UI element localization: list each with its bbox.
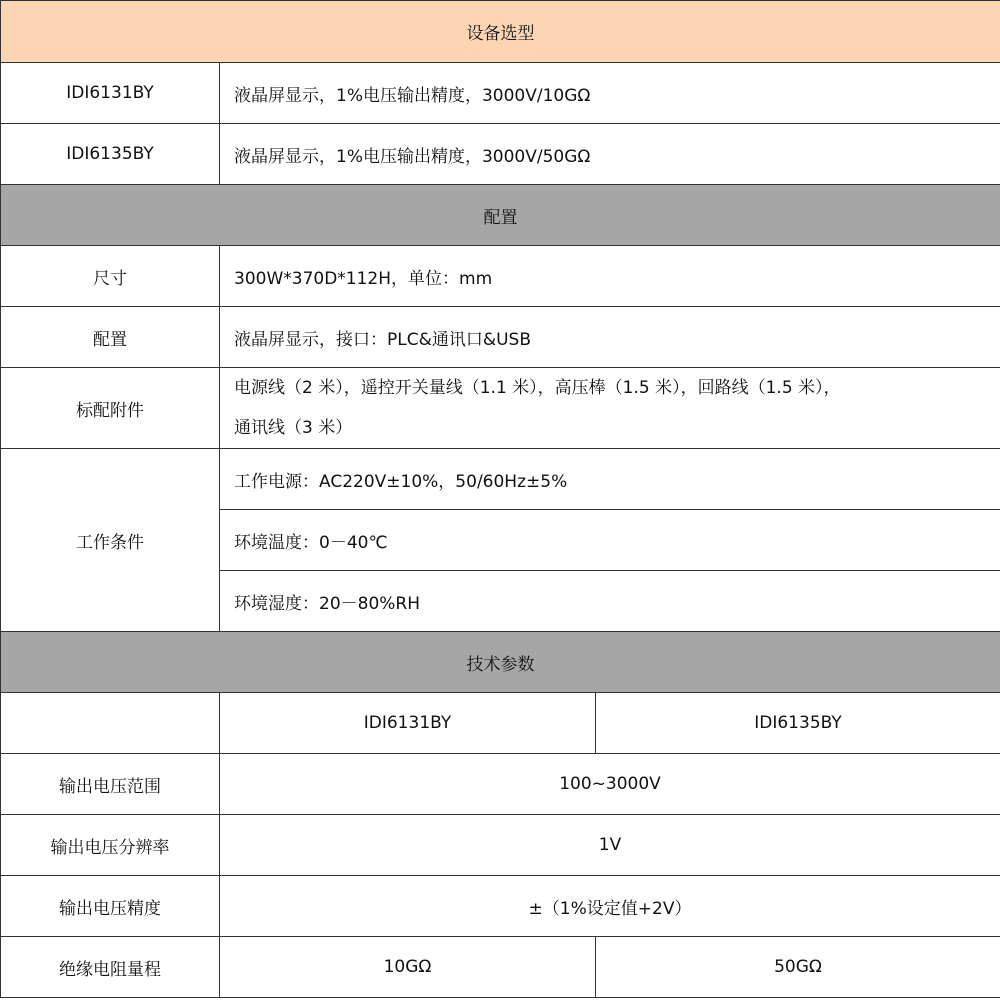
table-row	[1, 815, 1000, 876]
size-value: 300W*370D*112H，单位：mm	[220, 246, 1000, 307]
row-label-voltage-range: 输出电压范围	[1, 754, 220, 815]
table-row	[1, 368, 1000, 449]
section-title-selection: 设备选型	[1, 1, 1000, 63]
accessories-value	[220, 368, 1000, 449]
row-label-accessories: 标配附件	[1, 368, 220, 449]
section-header-config	[1, 185, 1000, 246]
model-description: 液晶屏显示，1%电压输出精度，3000V/10GΩ	[220, 63, 1000, 124]
section-title-tech: 技术参数	[1, 632, 1000, 693]
accessories-line-2: 通讯线（3 米）	[234, 418, 353, 438]
section-title-config: 配置	[1, 185, 1000, 246]
config-value: 液晶屏显示，接口：PLC&通讯口&USB	[220, 307, 1000, 368]
section-header-tech	[1, 632, 1000, 693]
row-label-accuracy: 输出电压精度	[1, 876, 220, 937]
table-row	[1, 754, 1000, 815]
table-row	[1, 63, 1000, 124]
condition-power: 工作电源：AC220V±10%，50/60Hz±5%	[220, 449, 1000, 510]
table-row	[1, 937, 1000, 998]
row-label-config: 配置	[1, 307, 220, 368]
insulation-value-model-1: 10GΩ	[220, 937, 596, 998]
condition-humidity: 环境湿度：20－80%RH	[220, 571, 1000, 632]
table-row	[1, 246, 1000, 307]
resolution-value: 1V	[220, 815, 1000, 876]
table-row	[1, 307, 1000, 368]
voltage-range-value: 100~3000V	[220, 754, 1000, 815]
accuracy-value: ±（1%设定值+2V）	[220, 876, 1000, 937]
table-row	[1, 693, 1000, 754]
section-header-selection	[1, 1, 1000, 63]
model-name: IDI6135BY	[1, 124, 220, 185]
model-name: IDI6131BY	[1, 63, 220, 124]
row-label-size: 尺寸	[1, 246, 220, 307]
column-header-model-2: IDI6135BY	[596, 693, 1000, 754]
row-label-resolution: 输出电压分辨率	[1, 815, 220, 876]
row-label-insulation: 绝缘电阻量程	[1, 937, 220, 998]
empty-corner-cell	[1, 693, 220, 754]
row-label-conditions: 工作条件	[1, 449, 220, 632]
accessories-line-1: 电源线（2 米），遥控开关量线（1.1 米），高压棒（1.5 米），回路线（1.5 米），	[234, 378, 841, 398]
table-row	[1, 876, 1000, 937]
condition-temperature: 环境温度：0－40℃	[220, 510, 1000, 571]
table-row	[1, 124, 1000, 185]
column-header-model-1: IDI6131BY	[220, 693, 596, 754]
insulation-value-model-2: 50GΩ	[596, 937, 1000, 998]
model-description: 液晶屏显示，1%电压输出精度，3000V/50GΩ	[220, 124, 1000, 185]
table-row	[1, 449, 1000, 510]
